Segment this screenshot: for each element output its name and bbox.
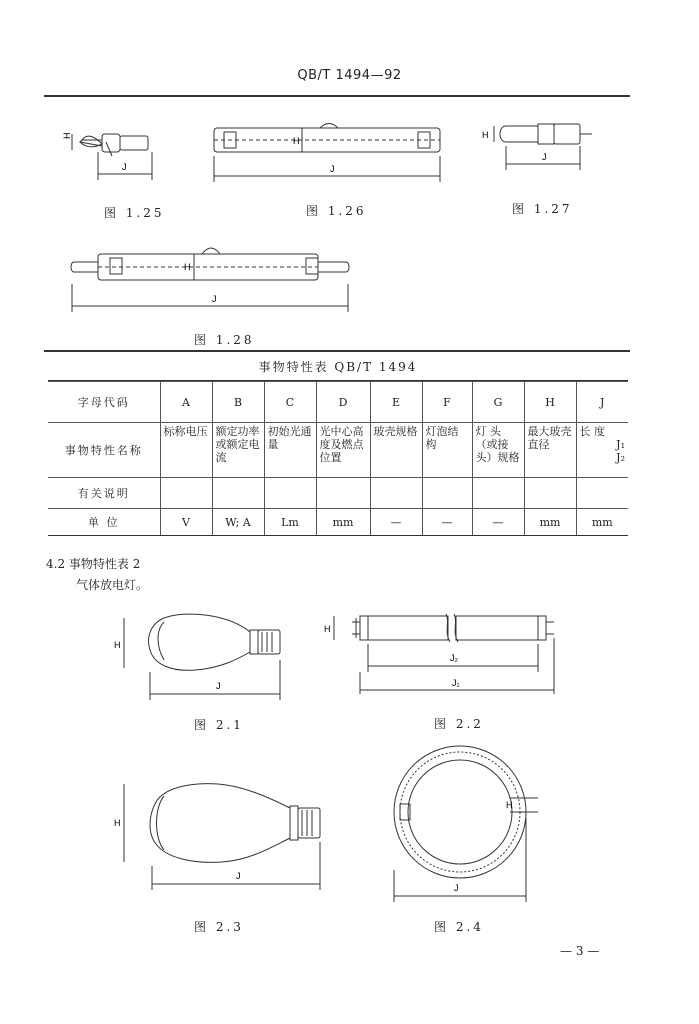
row-letter-code: [48, 382, 628, 423]
row-characteristic-name: [48, 423, 628, 478]
name-c: 初始光通量: [264, 423, 316, 478]
figure-1-26-caption: 图 1.26: [306, 204, 367, 218]
name-f: 灯泡结构: [422, 423, 472, 478]
dim-j1-label: J₁: [452, 678, 460, 688]
code-c: C: [264, 382, 316, 423]
figure-2-2-drawing: [322, 610, 562, 702]
note-a: [160, 478, 212, 509]
code-e: E: [370, 382, 422, 423]
unit-f: —: [422, 509, 472, 536]
figure-2-1-caption: 图 2.1: [194, 718, 244, 732]
dim-h-label: H: [482, 130, 489, 140]
figure-2-2-caption: 图 2.2: [434, 717, 484, 731]
name-h: 最大玻壳直径: [524, 423, 576, 478]
note-e: [370, 478, 422, 509]
code-h: H: [524, 382, 576, 423]
figure-2-1-drawing: [110, 608, 300, 708]
code-a: A: [160, 382, 212, 423]
note-d: [316, 478, 370, 509]
dim-j-label: J: [216, 681, 221, 691]
row-label-code: 字母代码: [48, 382, 160, 423]
dim-j-label: J: [330, 164, 335, 174]
name-d: 光中心高度及燃点位置: [316, 423, 370, 478]
code-f: F: [422, 382, 472, 423]
row-unit: [48, 509, 628, 536]
unit-d: mm: [316, 509, 370, 536]
unit-h: mm: [524, 509, 576, 536]
figure-2-3-caption: 图 2.3: [194, 920, 244, 934]
note-b: [212, 478, 264, 509]
characteristic-table: [48, 352, 628, 536]
row-label-note: 有关说明: [48, 478, 160, 509]
characteristic-grid: [48, 381, 628, 536]
figure-2-3-drawing: [110, 778, 330, 898]
dim-h-label: H: [114, 640, 121, 650]
unit-c: Lm: [264, 509, 316, 536]
unit-j: mm: [576, 509, 628, 536]
name-g: 灯 头（或接头）规格: [472, 423, 524, 478]
dim-j-label: J: [542, 152, 547, 162]
standard-code-header: QB/T 1494—92: [297, 68, 402, 83]
note-h: [524, 478, 576, 509]
dim-h-label: H: [114, 818, 121, 828]
name-j1: J₁: [616, 438, 625, 451]
figure-1-27-drawing: [476, 118, 606, 188]
name-j: 长 度: [579, 425, 605, 438]
figure-1-28-caption: 图 1.28: [194, 333, 255, 347]
table-title: 事物特性表 QB/T 1494: [48, 352, 628, 381]
note-c: [264, 478, 316, 509]
code-g: G: [472, 382, 524, 423]
row-label-name: 事物特性名称: [48, 423, 160, 478]
figure-1-25-drawing: [60, 118, 170, 188]
header-rule: [44, 95, 630, 97]
figure-1-28-drawing: [62, 240, 362, 320]
figure-2-4-caption: 图 2.4: [434, 920, 484, 934]
dim-h-label: H: [506, 800, 513, 810]
note-f: [422, 478, 472, 509]
section-subtext: 气体放电灯。: [76, 578, 149, 592]
code-d: D: [316, 382, 370, 423]
dim-h-label: H: [293, 136, 300, 146]
name-j2: J₂: [616, 451, 625, 464]
dim-j-label: J: [454, 883, 459, 893]
unit-g: —: [472, 509, 524, 536]
dim-h-label: H: [62, 132, 72, 139]
dim-j-label: J: [212, 294, 217, 304]
dim-h-label: H: [184, 262, 191, 272]
page-number: — 3 —: [560, 944, 600, 958]
unit-b: W; A: [212, 509, 264, 536]
row-related-notes: [48, 478, 628, 509]
name-b: 额定功率或额定电流: [212, 423, 264, 478]
figure-1-27-caption: 图 1.27: [512, 202, 573, 216]
name-j-cell: [576, 423, 628, 478]
dim-j-label: J: [236, 871, 241, 881]
name-e: 玻壳规格: [370, 423, 422, 478]
dim-h-label: H: [324, 624, 331, 634]
dim-j2-label: J₂: [450, 653, 458, 663]
figure-2-4-drawing: [382, 740, 552, 910]
row-label-unit: 单 位: [48, 509, 160, 536]
unit-a: V: [160, 509, 212, 536]
code-j: J: [576, 382, 628, 423]
dim-j-label: J: [122, 162, 127, 172]
section-heading: 4.2 事物特性表 2: [46, 557, 141, 571]
figure-1-25-caption: 图 1.25: [104, 206, 165, 220]
figure-1-26-drawing: [200, 120, 470, 190]
note-g: [472, 478, 524, 509]
code-b: B: [212, 382, 264, 423]
unit-e: —: [370, 509, 422, 536]
name-a: 标称电压: [160, 423, 212, 478]
note-j: [576, 478, 628, 509]
